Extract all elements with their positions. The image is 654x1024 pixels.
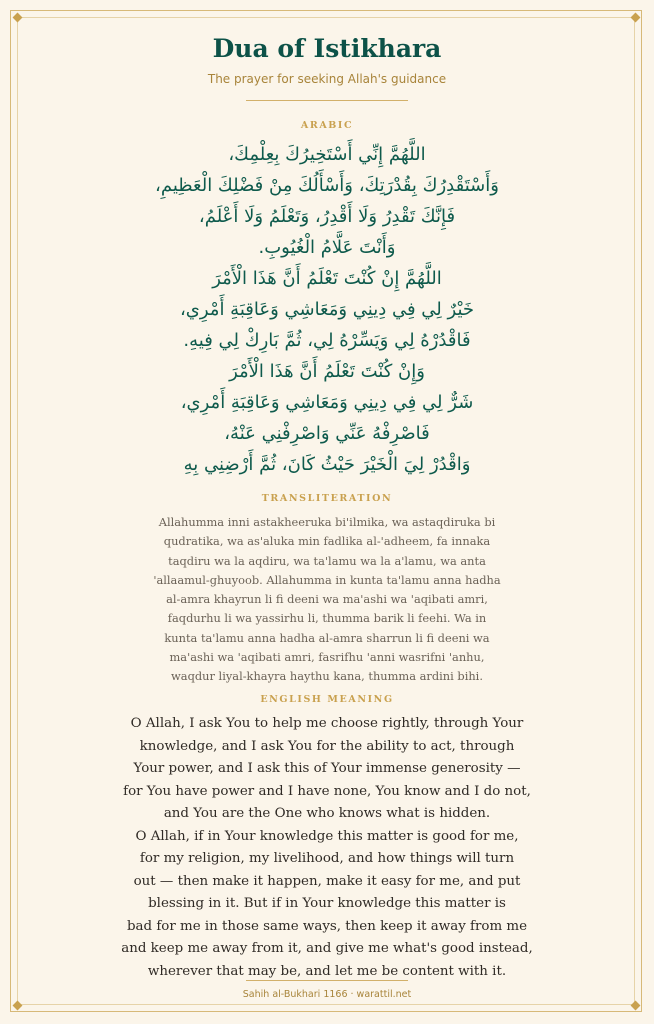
page-title: Dua of Istikhara xyxy=(212,34,442,63)
arabic-line: وَأَنْتَ عَلَّامُ الْغُيُوبِ. xyxy=(258,237,396,258)
transliteration-line: kunta ta'lamu anna hadha al-amra sharrun li fi deeni wa xyxy=(164,630,490,645)
english-section-label: ENGLISH MEANING xyxy=(260,694,394,705)
arabic-line: وَاقْدُرْ لِيَ الْخَيْرَ حَيْثُ كَانَ، ثُمَّ أَرْضِنِي بِهِ xyxy=(183,454,471,475)
english-line: for my religion, my livelihood, and how things will turn xyxy=(139,851,515,866)
source-citation: Sahih al-Bukhari 1166 · warattil.net xyxy=(242,989,412,1000)
arabic-line: وَإِنْ كُنْتَ تَعْلَمُ أَنَّ هَذَا الْأَمْرَ xyxy=(229,361,425,382)
transliteration-line: taqdiru wa la aqdiru, wa ta'lamu wa la a'lamu, wa anta xyxy=(168,553,486,568)
english-meaning-text xyxy=(100,713,554,983)
arabic-line: اللَّهُمَّ إِنِّي أَسْتَخِيرُكَ بِعِلْمِكَ، xyxy=(228,144,426,165)
english-line: and keep me away from it, and give me what's good instead, xyxy=(121,941,533,956)
arabic-line: اللَّهُمَّ إِنْ كُنْتَ تَعْلَمُ أَنَّ هَذَا الْأَمْرَ xyxy=(212,268,442,289)
english-line: O Allah, if in Your knowledge this matter is good for me, xyxy=(135,828,519,844)
english-line: blessing in it. But if in Your knowledge this matter is xyxy=(148,896,506,911)
transliteration-line: waqdur liyal-khayra haythu kana, thumma ardini bihi. xyxy=(171,669,483,684)
english-line: knowledge, and I ask You for the ability to act, through xyxy=(139,738,515,754)
arabic-line: وَأَسْتَقْدِرُكَ بِقُدْرَتِكَ، وَأَسْأَلُكَ مِنْ فَضْلِكَ الْعَظِيمِ، xyxy=(155,175,499,196)
english-line: wherever that may be, and let me be content with it. xyxy=(147,963,507,979)
transliteration-line: ma'ashi wa 'aqibati amri, fasrifhu 'anni wasrifni 'anhu, xyxy=(169,650,485,665)
transliteration-line: al-amra khayrun li fi deeni wa ma'ashi wa 'aqibati amri, xyxy=(166,592,488,607)
arabic-line: شَرٌّ لِي فِي دِينِي وَمَعَاشِي وَعَاقِبَةِ أَمْرِي، xyxy=(180,392,474,413)
transliteration-line: 'allaamul-ghuyoob. Allahumma in kunta ta'lamu anna hadha xyxy=(153,572,501,587)
english-line: and You are the One who knows what is hidden. xyxy=(163,806,491,821)
transliteration-line: faqdurhu li wa yassirhu li, thumma barik li feehi. Wa in xyxy=(167,611,487,626)
arabic-line: فَإِنَّكَ تَقْدِرُ وَلَا أَقْدِرُ، وَتَعْلَمُ وَلَا أَعْلَمُ، xyxy=(198,206,456,227)
arabic-text xyxy=(90,139,564,480)
arabic-section-label: ARABIC xyxy=(300,120,354,131)
english-line: for You have power and I have none, You know and I do not, xyxy=(123,783,531,799)
arabic-line: فَاقْدُرْهُ لِي وَيَسِّرْهُ لِي، ثُمَّ بَارِكْ لِي فِيهِ. xyxy=(183,330,471,351)
page-subtitle: The prayer for seeking Allah's guidance xyxy=(207,72,447,86)
transliteration-line: Allahumma inni astakheeruka bi'ilmika, wa astaqdiruka bi xyxy=(158,515,496,529)
english-line: O Allah, I ask You to help me choose rightly, through Your xyxy=(130,716,524,731)
arabic-line: خَيْرٌ لِي فِي دِينِي وَمَعَاشِي وَعَاقِبَةِ أَمْرِي، xyxy=(179,299,475,320)
divider-bottom xyxy=(246,980,408,981)
divider-top xyxy=(246,100,408,101)
english-line: bad for me in those same ways, then keep it away from me xyxy=(126,918,528,934)
english-line: out — then make it happen, make it easy for me, and put xyxy=(133,873,521,889)
arabic-line: فَاصْرِفْهُ عَنِّي وَاصْرِفْنِي عَنْهُ، xyxy=(224,423,430,444)
transliteration-line: qudratika, wa as'aluka min fadlika al-'adheem, fa innaka xyxy=(163,534,491,549)
english-line: Your power, and I ask this of Your immense generosity — xyxy=(133,761,521,776)
transliteration-section-label: TRANSLITERATION xyxy=(261,493,393,504)
transliteration-text xyxy=(140,513,514,687)
